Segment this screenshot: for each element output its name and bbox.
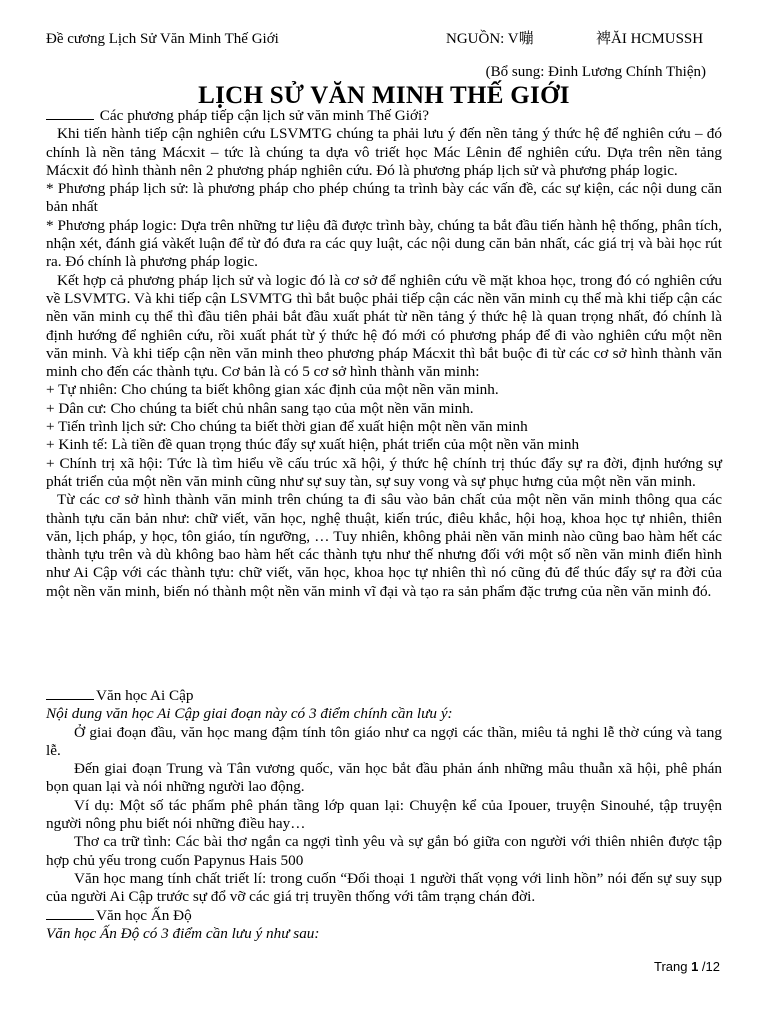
page-title: LỊCH SỬ VĂN MINH THẾ GIỚI — [198, 82, 570, 109]
bullet-nature: + Tự nhiên: Cho chúng ta biết không gian xác định của một nền văn minh. — [46, 381, 499, 399]
fill-blank — [46, 687, 94, 700]
bullet-politics: + Chính trị xã hội: Tức là tìm hiểu về cấu trúc xã hội, ý thức hệ chính trị thúc đẩy sự ra đời, định hướng sự phát triển của một nền văn minh cũng như sự suy tàn, sự suy vong và sự phục hưng của một nền văn minh. — [46, 454, 722, 490]
section-question: Các phương pháp tiếp cận lịch sử văn minh Thế Giới? — [99, 107, 429, 124]
paragraph-lyric-poetry: Thơ ca trữ tình: Các bài thơ ngắn ca ngợi tình yêu và sự gắn bó giữa con người với thiên nhiên được tập hợp chủ yếu trong cuốn Papynus Hais 500 — [46, 833, 722, 869]
fill-blank — [46, 907, 94, 920]
paragraph-combination: Kết hợp cả phương pháp lịch sử và logic đó là cơ sở để nghiên cứu về mặt khoa học, trong đó có nghiên cứu về LSVMTG. Và khi tiếp cận LSVMTG thì bắt buộc phải tiếp cận các nền văn minh cụ thể mà khi tiếp cận các nền văn minh cụ thể thì đầu tiên phải bắt đầu xuất phát từ nền tảng ý thức hệ là quan trọng nhất, đó chính là định hướng để nghiên cứu, rồi xuất phát từ ý thức hệ đó mới có phương pháp để đi vào nghiên cứu một nền văn minh. Và khi tiếp cận nền văn minh theo phương pháp Mácxit thì bắt buộc đi từ các cơ sở hình thành văn minh cho đến các thành tựu. Cơ bản là có 5 cơ sở hình thành văn minh: — [46, 271, 722, 381]
bullet-economy: + Kinh tế: Là tiền đề quan trọng thúc đẩy sự xuất hiện, phát triển của một nền văn minh — [46, 436, 580, 454]
bullet-population: + Dân cư: Cho chúng ta biết chủ nhân sang tạo của một nền văn minh. — [46, 399, 474, 417]
paragraph-philosophy: Văn học mang tính chất triết lí: trong cuốn “Đối thoại 1 người thất vọng với linh hồn” nói đến sự suy sụp của người Ai Cập trước sự đổ vỡ các giá trị truyền thống với tâm trạng chán đời. — [46, 869, 722, 906]
paragraph-intro: Khi tiến hành tiếp cận nghiên cứu LSVMTG chúng ta phải lưu ý đến nền tảng ý thức hệ để nghiên cứu – đó chính là nền tảng Mácxit – tức là chúng ta dựa vô triết học Mác Lênin để nghiên cứu. Dựa trên nền tảng Mácxit đó hình thành nên 2 phương pháp nghiên cứu. Đó là phương pháp lịch sử và phương pháp logic. — [46, 125, 722, 179]
paragraph-early-period: Ở giai đoạn đầu, văn học mang đậm tính tôn giáo như ca ngợi các thần, miêu tả nghi lễ thờ cúng và tang lễ. — [46, 723, 722, 759]
section-lead: Văn học Ấn Độ có 3 điểm cần lưu ý như sau: — [46, 925, 320, 943]
supplement-credit: (Bổ sung: Đinh Lương Chính Thiện) — [485, 64, 706, 80]
paragraph-achievements: Từ các cơ sở hình thành văn minh trên chúng ta đi sâu vào bản chất của một nền văn minh thông qua các thành tựu căn bản như: chữ viết, văn học, nghệ thuật, kiến trúc, điêu khắc, hội hoạ, khoa học tự nhiên, thiên văn, lịch pháp, y học, tôn giáo, tín ngưỡng, … Tuy nhiên, không phải nền văn minh nào cũng bao hàm hết các thành tựu trên và dù không bao hàm hết các thành tựu như thế nhưng đối với một số nền văn minh điển hình như Ai Cập với các thành tựu: chữ viết, văn học, khoa học tự nhiên thì nó cũng đủ để thúc đẩy sự ra đời của một nền văn minh, biến nó thành một nền văn minh vĩ đại và tạo ra sản phẩm đặc trưng của nền văn minh đó. — [46, 491, 722, 600]
header-school: 裨ĂI HCMUSSH — [596, 31, 704, 47]
page-label: Trang — [653, 959, 692, 974]
section-egypt-literature — [46, 687, 722, 907]
section-heading-line — [46, 907, 722, 925]
section-question-line — [46, 107, 722, 125]
paragraph-logic-method: * Phương pháp logic: Dựa trên những tư liệu đã được trình bày, chúng ta bắt đầu tiến hành hệ thống, phân tích, nhận xét, đánh giá vàkết luận để từ đó đưa ra các quy luật, các nội dung căn bản nhất, các giá trị và bài học rút ra. Đó chính là phương pháp logic. — [46, 216, 722, 271]
bullet-history: + Tiến trình lịch sử: Cho chúng ta biết thời gian để xuất hiện một nền văn minh — [46, 418, 528, 436]
section-heading: Văn học Ai Cập — [96, 687, 194, 704]
header-course-title: Đề cương Lịch Sử Văn Minh Thế Giới — [46, 31, 279, 47]
page-header — [46, 30, 726, 50]
page-footer — [654, 958, 720, 976]
page-number: 1 — [691, 959, 699, 974]
section-lead: Nội dung văn học Ai Cập giai đoạn này có 3 điểm chính cần lưu ý: — [46, 705, 453, 723]
section-approaches — [46, 107, 722, 601]
page-total: /12 — [698, 959, 720, 974]
paragraph-example: Ví dụ: Một số tác phẩm phê phán tầng lớp quan lại: Chuyện kể của Ipouer, truyện Sinouhé, tập truyện người nông phu biết nói những điều hay… — [46, 796, 722, 833]
fill-blank — [46, 107, 94, 120]
header-source: NGUỒN: V嘣 — [446, 31, 534, 47]
paragraph-middle-period: Đến giai đoạn Trung và Tân vương quốc, văn học bắt đầu phản ánh những mâu thuẫn xã hội, phê phán bọn quan lại và nói những người lao động. — [46, 760, 722, 796]
section-india-literature — [46, 907, 722, 944]
section-heading: Văn học Ấn Độ — [96, 907, 192, 924]
section-heading-line — [46, 687, 722, 705]
paragraph-historical-method: * Phương pháp lịch sử: là phương pháp cho phép chúng ta trình bày các vấn đề, các sự kiện, các nội dung căn bản nhất — [46, 180, 722, 216]
